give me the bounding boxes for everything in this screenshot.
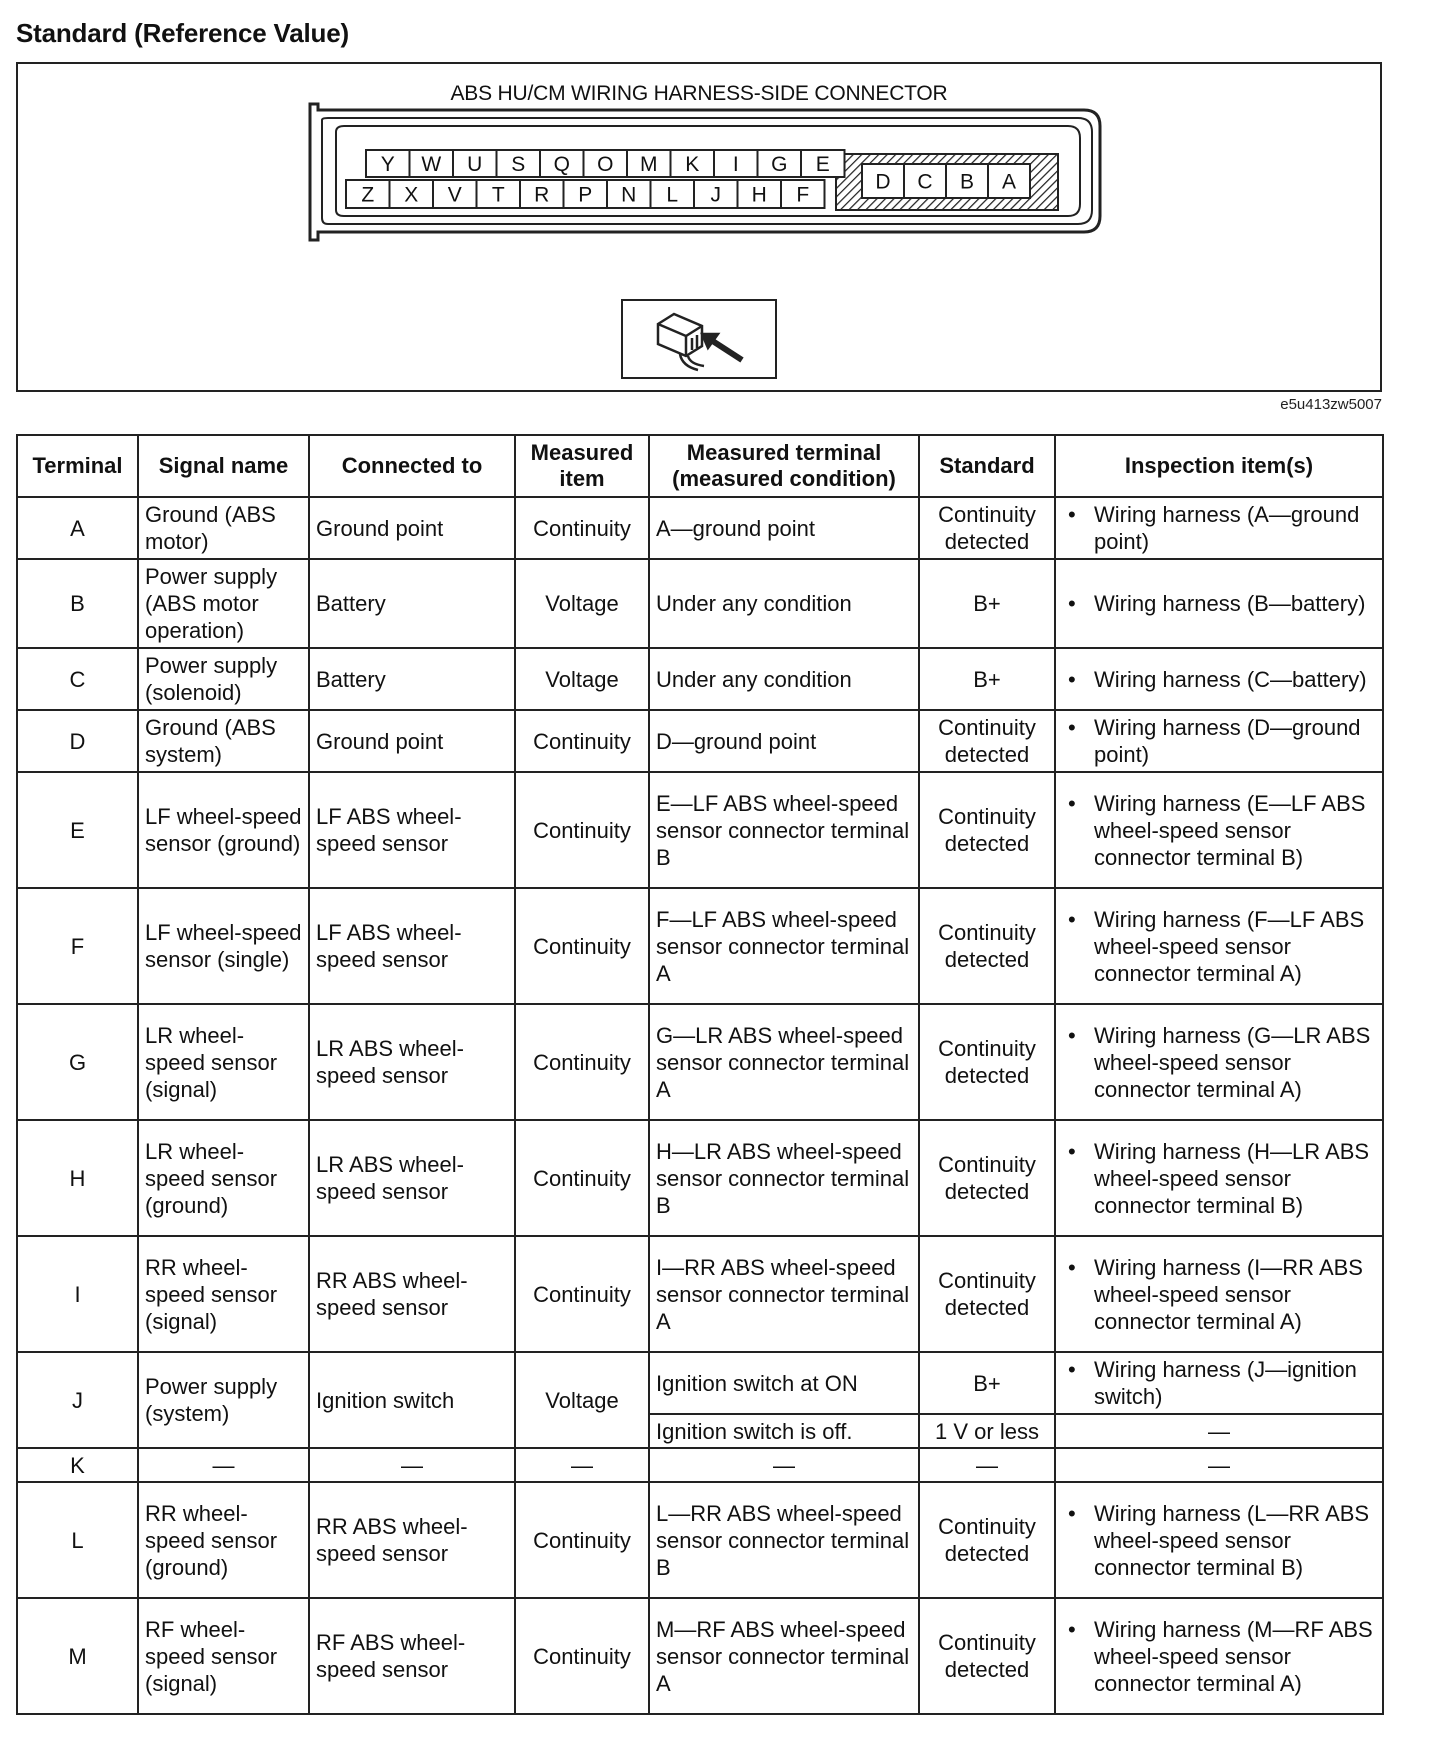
measured-item-cell: —: [515, 1448, 649, 1482]
signal-name-cell: Power supply (ABS motor operation): [138, 559, 309, 648]
measured-item-cell: Voltage: [515, 1352, 649, 1448]
inspection-cell: [1055, 1236, 1383, 1352]
pin-label-c: C: [917, 170, 933, 194]
table-row: [17, 1482, 1383, 1598]
standard-cell: —: [919, 1448, 1055, 1482]
connected-to-cell: Ground point: [309, 710, 515, 772]
pin-label-a: A: [1001, 170, 1017, 194]
table-row: [17, 648, 1383, 710]
pin-label-j: J: [710, 183, 721, 207]
pin-label-w: W: [421, 153, 442, 177]
measured-terminal-cell: A—ground point: [649, 497, 919, 559]
figure-code: e5u413zw5007: [1280, 396, 1382, 413]
measured-terminal-cell: D—ground point: [649, 710, 919, 772]
header-measured-item: Measured item: [515, 435, 649, 497]
standard-cell: B+: [919, 1352, 1055, 1414]
inspection-text: Wiring harness (J—ignition switch): [1094, 1357, 1357, 1409]
signal-name-cell: LF wheel-speed sensor (single): [138, 888, 309, 1004]
inspection-text: Wiring harness (G—LR ABS wheel-speed sensor connector terminal A): [1094, 1022, 1371, 1102]
inspection-cell: [1055, 559, 1383, 648]
signal-name-cell: LF wheel-speed sensor (ground): [138, 772, 309, 888]
signal-name-cell: RF wheel-speed sensor (signal): [138, 1598, 309, 1714]
measured-terminal-cell: I—RR ABS wheel-speed sensor connector terminal A: [649, 1236, 919, 1352]
standard-cell: 1 V or less: [919, 1414, 1055, 1448]
connected-to-cell: RR ABS wheel-speed sensor: [309, 1482, 515, 1598]
standard-cell: Continuity detected: [919, 1236, 1055, 1352]
signal-name-cell: LR wheel-speed sensor (signal): [138, 1004, 309, 1120]
bullet-icon: •: [1068, 666, 1076, 692]
table-row: [17, 772, 1383, 888]
pin-label-p: P: [578, 183, 593, 207]
connected-to-cell: LR ABS wheel-speed sensor: [309, 1120, 515, 1236]
connector-diagram: [18, 64, 1380, 390]
connected-to-cell: LR ABS wheel-speed sensor: [309, 1004, 515, 1120]
measured-terminal-cell: F—LF ABS wheel-speed sensor connector terminal A: [649, 888, 919, 1004]
table-row: [17, 1598, 1383, 1714]
header-terminal: Terminal: [17, 435, 138, 497]
bullet-icon: •: [1068, 906, 1076, 932]
inspection-cell: [1055, 1120, 1383, 1236]
pin-label-b: B: [959, 170, 975, 194]
standard-cell: B+: [919, 648, 1055, 710]
measured-item-cell: Continuity: [515, 1004, 649, 1120]
inspection-text: Wiring harness (A—ground point): [1094, 502, 1360, 554]
pin-label-f: F: [796, 183, 810, 207]
header-connected-to: Connected to: [309, 435, 515, 497]
signal-name-cell: Ground (ABS motor): [138, 497, 309, 559]
measured-item-cell: Continuity: [515, 710, 649, 772]
bullet-icon: •: [1068, 502, 1076, 527]
bullet-icon: •: [1068, 1138, 1076, 1164]
inspection-cell: [1055, 1352, 1383, 1414]
signal-name-cell: —: [138, 1448, 309, 1482]
inspection-text: Wiring harness (B—battery): [1094, 591, 1366, 616]
header-measured-terminal: Measured terminal (measured condition): [649, 435, 919, 497]
bottom-pin-row: [346, 180, 825, 208]
terminal-cell: J: [17, 1352, 138, 1448]
terminal-cell: H: [17, 1120, 138, 1236]
inspection-cell: [1055, 888, 1383, 1004]
measured-item-cell: Voltage: [515, 648, 649, 710]
table-row: [17, 559, 1383, 648]
pin-label-s: S: [511, 153, 526, 177]
inspection-text: Wiring harness (I—RR ABS wheel-speed sensor connector terminal A): [1094, 1254, 1363, 1334]
signal-name-cell: Power supply (system): [138, 1352, 309, 1448]
inspection-text: Wiring harness (M—RF ABS wheel-speed sensor connector terminal A): [1094, 1616, 1373, 1696]
pin-label-d: D: [875, 170, 891, 194]
inspection-cell: [1055, 1004, 1383, 1120]
connected-to-cell: Ignition switch: [309, 1352, 515, 1448]
standard-cell: Continuity detected: [919, 1598, 1055, 1714]
pin-label-q: Q: [553, 153, 570, 177]
pin-label-g: G: [771, 153, 788, 177]
standard-cell: Continuity detected: [919, 497, 1055, 559]
terminal-cell: D: [17, 710, 138, 772]
measured-item-cell: Continuity: [515, 888, 649, 1004]
connector-figure: [16, 62, 1382, 392]
inspection-cell: [1055, 497, 1383, 559]
standard-cell: Continuity detected: [919, 1482, 1055, 1598]
pin-label-x: X: [404, 183, 419, 207]
terminal-cell: B: [17, 559, 138, 648]
header-standard: Standard: [919, 435, 1055, 497]
terminal-cell: K: [17, 1448, 138, 1482]
header-inspection-items: Inspection item(s): [1055, 435, 1383, 497]
measured-terminal-cell: Under any condition: [649, 559, 919, 648]
pin-label-y: Y: [380, 153, 395, 177]
measured-item-cell: Continuity: [515, 1120, 649, 1236]
inspection-text: Wiring harness (D—ground point): [1094, 715, 1361, 767]
pin-label-k: K: [685, 153, 700, 177]
measured-terminal-cell: E—LF ABS wheel-speed sensor connector terminal B: [649, 772, 919, 888]
standard-cell: Continuity detected: [919, 1120, 1055, 1236]
inspection-cell: —: [1055, 1414, 1383, 1448]
table-row: [17, 1236, 1383, 1352]
table-header-row: [17, 435, 1383, 497]
pin-label-v: V: [447, 183, 462, 207]
bullet-icon: •: [1068, 1500, 1076, 1526]
measured-terminal-cell: Ignition switch at ON: [649, 1352, 919, 1414]
connected-to-cell: RR ABS wheel-speed sensor: [309, 1236, 515, 1352]
inspection-text: Wiring harness (H—LR ABS wheel-speed sensor connector terminal B): [1094, 1138, 1370, 1218]
pin-label-h: H: [751, 183, 767, 207]
signal-name-cell: Ground (ABS system): [138, 710, 309, 772]
standard-cell: Continuity detected: [919, 1004, 1055, 1120]
terminal-cell: L: [17, 1482, 138, 1598]
bullet-icon: •: [1068, 1616, 1076, 1642]
measured-item-cell: Continuity: [515, 497, 649, 559]
standard-cell: Continuity detected: [919, 772, 1055, 888]
terminal-cell: E: [17, 772, 138, 888]
table-row: [17, 497, 1383, 559]
inspection-text: Wiring harness (C—battery): [1094, 666, 1367, 692]
terminal-cell: A: [17, 497, 138, 559]
measured-item-cell: Continuity: [515, 772, 649, 888]
measured-terminal-cell: H—LR ABS wheel-speed sensor connector terminal B: [649, 1120, 919, 1236]
pin-label-i: I: [732, 153, 739, 177]
inspection-cell: [1055, 1598, 1383, 1714]
inspection-text: Wiring harness (F—LF ABS wheel-speed sensor connector terminal A): [1094, 906, 1365, 986]
inspection-cell: [1055, 710, 1383, 772]
bullet-icon: •: [1068, 1254, 1076, 1280]
connected-to-cell: LF ABS wheel-speed sensor: [309, 888, 515, 1004]
terminal-cell: F: [17, 888, 138, 1004]
pin-label-l: L: [666, 183, 679, 207]
table-row: [17, 1352, 1383, 1414]
pin-label-u: U: [467, 153, 483, 177]
inspection-cell: [1055, 1482, 1383, 1598]
measured-terminal-cell: —: [649, 1448, 919, 1482]
signal-name-cell: RR wheel-speed sensor (signal): [138, 1236, 309, 1352]
standard-cell: B+: [919, 559, 1055, 648]
table-row: [17, 888, 1383, 1004]
standard-cell: Continuity detected: [919, 888, 1055, 1004]
measured-terminal-cell: L—RR ABS wheel-speed sensor connector terminal B: [649, 1482, 919, 1598]
measured-terminal-cell: Ignition switch is off.: [649, 1414, 919, 1448]
header-signal-name: Signal name: [138, 435, 309, 497]
bullet-icon: •: [1068, 790, 1076, 816]
measured-item-cell: Voltage: [515, 559, 649, 648]
measured-terminal-cell: Under any condition: [649, 648, 919, 710]
bullet-icon: •: [1068, 1022, 1076, 1048]
table-row: [17, 710, 1383, 772]
table-row: [17, 1448, 1383, 1482]
pin-label-n: N: [621, 183, 637, 207]
pin-label-m: M: [640, 153, 658, 177]
pin-label-e: E: [815, 153, 830, 177]
page-heading: Standard (Reference Value): [16, 18, 349, 48]
terminal-cell: G: [17, 1004, 138, 1120]
connected-to-cell: RF ABS wheel-speed sensor: [309, 1598, 515, 1714]
pin-label-z: Z: [361, 183, 375, 207]
terminal-cell: M: [17, 1598, 138, 1714]
terminal-table: [16, 434, 1384, 1715]
table-row: [17, 1120, 1383, 1236]
bullet-icon: •: [1068, 1357, 1076, 1382]
inspection-text: Wiring harness (L—RR ABS wheel-speed sensor connector terminal B): [1094, 1500, 1370, 1580]
table-row: [17, 1004, 1383, 1120]
connected-to-cell: —: [309, 1448, 515, 1482]
bullet-icon: •: [1068, 591, 1076, 616]
measured-terminal-cell: G—LR ABS wheel-speed sensor connector terminal A: [649, 1004, 919, 1120]
measured-item-cell: Continuity: [515, 1236, 649, 1352]
connected-to-cell: LF ABS wheel-speed sensor: [309, 772, 515, 888]
pin-label-o: O: [597, 153, 614, 177]
top-pin-row: [366, 150, 845, 177]
connected-to-cell: Battery: [309, 559, 515, 648]
inspection-cell: —: [1055, 1448, 1383, 1482]
signal-name-cell: LR wheel-speed sensor (ground): [138, 1120, 309, 1236]
measured-terminal-cell: M—RF ABS wheel-speed sensor connector terminal A: [649, 1598, 919, 1714]
terminal-cell: C: [17, 648, 138, 710]
inspection-cell: [1055, 648, 1383, 710]
inspection-cell: [1055, 772, 1383, 888]
pin-label-r: R: [534, 183, 550, 207]
figure-title: ABS HU/CM WIRING HARNESS-SIDE CONNECTOR: [450, 82, 948, 105]
connected-to-cell: Ground point: [309, 497, 515, 559]
bullet-icon: •: [1068, 715, 1076, 740]
terminal-cell: I: [17, 1236, 138, 1352]
large-pin-row: [862, 164, 1030, 198]
pin-label-t: T: [491, 183, 505, 207]
standard-cell: Continuity detected: [919, 710, 1055, 772]
signal-name-cell: RR wheel-speed sensor (ground): [138, 1482, 309, 1598]
measured-item-cell: Continuity: [515, 1598, 649, 1714]
inspection-text: Wiring harness (E—LF ABS wheel-speed sensor connector terminal B): [1094, 790, 1366, 870]
measured-item-cell: Continuity: [515, 1482, 649, 1598]
signal-name-cell: Power supply (solenoid): [138, 648, 309, 710]
connected-to-cell: Battery: [309, 648, 515, 710]
